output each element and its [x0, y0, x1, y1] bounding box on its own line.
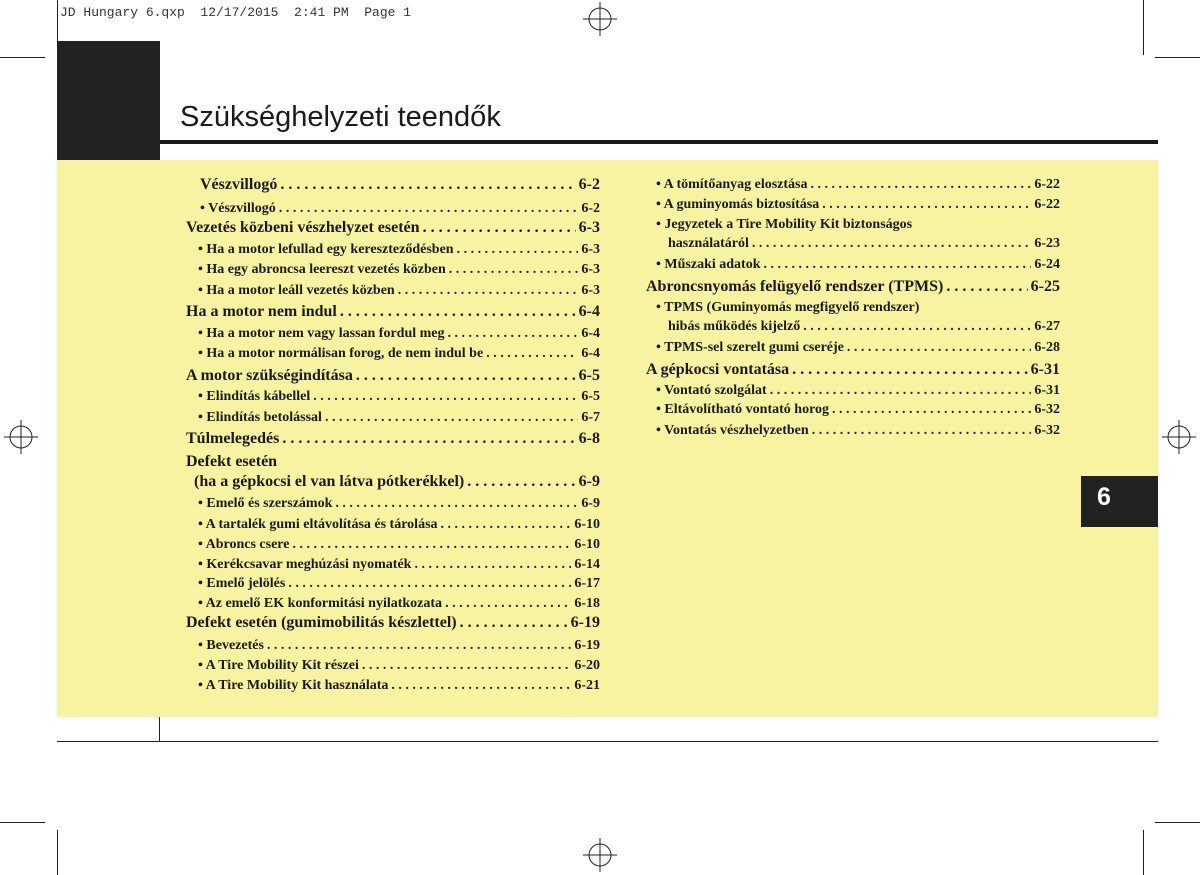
toc-leader-dots: [362, 658, 571, 674]
toc-entry-label: használatáról: [668, 236, 749, 251]
toc-entry-label: • A tömítőanyag elosztása: [656, 177, 808, 192]
toc-leader-dots: [457, 242, 579, 258]
toc-entry-page: 6-32: [1034, 402, 1060, 417]
toc-entry-page: 6-10: [574, 537, 600, 552]
toc-leader-dots: [356, 367, 576, 385]
toc-entry[interactable]: [186, 614, 600, 632]
toc-entry-label: • Az emelő EK konformitási nyilatkozata: [198, 596, 443, 611]
toc-entry[interactable]: [186, 453, 600, 471]
toc-leader-dots: [460, 614, 568, 632]
toc-entry[interactable]: [198, 576, 600, 592]
toc-entry[interactable]: [198, 596, 600, 612]
toc-entry-label: • Ha egy abroncsa leereszt vezetés közben: [198, 262, 446, 277]
toc-entry-page: 6-4: [581, 346, 600, 361]
chapter-tab: [1081, 476, 1158, 527]
print-slug: JD Hungary 6.qxp 12/17/2015 2:41 PM Page 1: [60, 5, 412, 20]
toc-entry-label: Vezetés közbeni vészhelyzet esetén: [186, 219, 420, 236]
toc-leader-dots: [313, 389, 578, 405]
toc-entry-label: • Műszaki adatok: [656, 257, 761, 272]
toc-leader-dots: [280, 176, 575, 194]
toc-entry-page: 6-3: [581, 262, 600, 277]
toc-entry-label: Túlmelegedés: [186, 430, 280, 447]
toc-entry-page: 6-28: [1034, 340, 1060, 355]
toc-entry-label: (ha a gépkocsi el van látva pótkerékkel): [194, 473, 465, 490]
toc-entry-page: 6-24: [1034, 257, 1060, 272]
toc-entry[interactable]: [186, 367, 600, 385]
crop-mark: [1143, 830, 1144, 875]
toc-entry[interactable]: [186, 219, 600, 237]
toc-entry-page: 6-22: [1034, 177, 1060, 192]
toc-entry-page: 6-14: [574, 557, 600, 572]
toc-entry[interactable]: [198, 658, 600, 674]
toc-entry[interactable]: [198, 262, 600, 278]
toc-leader-dots: [752, 236, 1031, 252]
toc-entry-label: • Elindítás kábellel: [198, 389, 311, 404]
toc-entry-page: 6-27: [1034, 319, 1060, 334]
page-title: Szükséghelyzeti teendők: [180, 101, 501, 133]
toc-entry-page: 6-7: [581, 410, 600, 425]
toc-entry[interactable]: [198, 517, 600, 533]
toc-entry-label: • A Tire Mobility Kit részei: [198, 658, 359, 673]
toc-leader-dots: [946, 278, 1027, 296]
toc-entry-label: Abroncsnyomás felügyelő rendszer (TPMS): [646, 278, 944, 295]
toc-leader-dots: [441, 517, 572, 533]
registration-mark-icon: [583, 2, 617, 36]
toc-entry-label: • Ha a motor lefullad egy kereszteződésben: [198, 242, 454, 257]
toc-entry-label: hibás működés kijelző: [668, 319, 801, 334]
toc-entry-page: 6-25: [1030, 278, 1060, 295]
toc-leader-dots: [445, 596, 571, 612]
toc-entry-label: • TPMS (Guminyomás megfigyelő rendszer): [656, 300, 920, 315]
toc-entry[interactable]: [198, 557, 600, 573]
toc-leader-dots: [792, 361, 1028, 379]
toc-entry[interactable]: [646, 361, 1060, 379]
toc-leader-dots: [847, 340, 1031, 356]
toc-entry-page: 6-21: [574, 678, 600, 693]
crop-mark: [0, 57, 45, 58]
toc-entry-page: 6-31: [1030, 361, 1060, 378]
toc-entry-label: • Abroncs csere: [198, 537, 290, 552]
toc-entry-page: 6-19: [570, 614, 600, 631]
toc-entry-page: 6-22: [1034, 197, 1060, 212]
toc-entry[interactable]: [656, 197, 1060, 213]
toc-entry-label: • Vészvillogó: [200, 201, 276, 216]
toc-entry[interactable]: [656, 217, 1060, 233]
toc-entry[interactable]: [198, 389, 600, 405]
toc-entry[interactable]: [198, 678, 600, 694]
toc-entry[interactable]: [198, 410, 600, 426]
toc-entry[interactable]: [194, 473, 600, 491]
toc-entry[interactable]: [656, 300, 1060, 316]
toc-entry-page: 6-5: [581, 389, 600, 404]
toc-entry[interactable]: [198, 496, 600, 512]
toc-leader-dots: [822, 197, 1031, 213]
toc-entry[interactable]: [656, 402, 1060, 418]
toc-entry-page: 6-18: [574, 596, 600, 611]
toc-entry-label: • Eltávolítható vontató horog: [656, 402, 830, 417]
toc-leader-dots: [811, 177, 1032, 193]
toc-entry[interactable]: [200, 201, 600, 217]
toc-entry[interactable]: [656, 340, 1060, 356]
toc-entry-label: Vészvillogó: [200, 176, 278, 193]
toc-leader-dots: [293, 537, 572, 553]
toc-entry-label: • Vontatás vészhelyzetben: [656, 423, 809, 438]
toc-entry[interactable]: [668, 319, 1060, 335]
registration-mark-icon: [4, 420, 38, 454]
toc-entry-label: A gépkocsi vontatása: [646, 361, 790, 378]
toc-leader-dots: [467, 473, 575, 491]
toc-entry[interactable]: [198, 346, 600, 362]
toc-entry[interactable]: [656, 383, 1060, 399]
chapter-number: 6: [1097, 483, 1111, 511]
toc-entry[interactable]: [186, 303, 600, 321]
toc-entry-label: • Bevezetés: [198, 638, 264, 653]
toc-entry-page: 6-3: [581, 283, 600, 298]
crop-mark: [1155, 822, 1200, 823]
toc-leader-dots: [448, 326, 579, 342]
toc-entry-page: 6-4: [581, 326, 600, 341]
crop-mark: [57, 830, 58, 875]
toc-entry-page: 6-31: [1034, 383, 1060, 398]
toc-entry[interactable]: [198, 638, 600, 654]
toc-entry-page: 6-5: [578, 367, 600, 384]
toc-leader-dots: [832, 402, 1031, 418]
crop-mark: [1155, 57, 1200, 58]
toc-entry-label: • Elindítás betolással: [198, 410, 322, 425]
toc-entry-page: 6-2: [581, 201, 600, 216]
toc-leader-dots: [335, 496, 578, 512]
toc-entry-page: 6-9: [581, 496, 600, 511]
toc-entry[interactable]: [198, 326, 600, 342]
toc-entry-page: 6-8: [578, 430, 600, 447]
toc-entry[interactable]: [668, 236, 1060, 252]
toc-leader-dots: [391, 678, 571, 694]
toc-entry[interactable]: [198, 242, 600, 258]
toc-entry-page: 6-19: [574, 638, 600, 653]
toc-entry-label: • Emelő jelölés: [198, 576, 286, 591]
toc-entry[interactable]: [198, 283, 600, 299]
toc-entry[interactable]: [186, 430, 600, 448]
registration-mark-icon: [583, 838, 617, 872]
toc-leader-dots: [486, 346, 578, 362]
header-tab-block: [57, 41, 160, 161]
toc-entry-label: • Ha a motor leáll vezetés közben: [198, 283, 395, 298]
toc-entry-label: • A tartalék gumi eltávolítása és tárolása: [198, 517, 438, 532]
toc-leader-dots: [267, 638, 571, 654]
toc-entry-label: • Emelő és szerszámok: [198, 496, 333, 511]
toc-leader-dots: [282, 430, 575, 448]
toc-entry-page: 6-3: [581, 242, 600, 257]
toc-entry-page: 6-4: [578, 303, 600, 320]
page-margin-line: [159, 717, 160, 742]
crop-mark: [1143, 0, 1144, 55]
title-rule: [160, 140, 1158, 144]
toc-leader-dots: [803, 319, 1031, 335]
toc-entry-page: 6-2: [578, 176, 600, 193]
toc-leader-dots: [770, 383, 1032, 399]
toc-entry-label: • A Tire Mobility Kit használata: [198, 678, 389, 693]
toc-entry[interactable]: [646, 278, 1060, 296]
toc-entry-label: • Jegyzetek a Tire Mobility Kit biztonságos: [656, 217, 913, 232]
toc-entry[interactable]: [656, 423, 1060, 439]
toc-entry[interactable]: [656, 257, 1060, 273]
toc-leader-dots: [325, 410, 578, 426]
toc-entry-page: 6-20: [574, 658, 600, 673]
toc-entry-label: A motor szükségindítása: [186, 367, 353, 384]
toc-entry-page: 6-3: [578, 219, 600, 236]
crop-mark: [0, 822, 45, 823]
footer-rule: [57, 741, 1158, 742]
registration-mark-icon: [1162, 420, 1196, 454]
toc-leader-dots: [812, 423, 1032, 439]
toc-entry-page: 6-9: [578, 473, 600, 490]
toc-leader-dots: [763, 257, 1031, 273]
toc-entry-label: • Ha a motor nem vagy lassan fordul meg: [198, 326, 445, 341]
toc-entry-label: Ha a motor nem indul: [186, 303, 337, 320]
toc-entry-label: • Kerékcsavar meghúzási nyomaték: [198, 557, 412, 572]
toc-entry-label: Defekt esetén: [186, 453, 278, 470]
toc-entry-page: 6-17: [574, 576, 600, 591]
toc-leader-dots: [414, 557, 571, 573]
toc-leader-dots: [279, 201, 579, 217]
toc-entry-page: 6-23: [1034, 236, 1060, 251]
toc-entry-label: • A guminyomás biztosítása: [656, 197, 820, 212]
toc-entry-label: • TPMS-sel szerelt gumi cseréje: [656, 340, 844, 355]
toc-leader-dots: [340, 303, 576, 321]
toc-leader-dots: [449, 262, 579, 278]
toc-entry-page: 6-10: [574, 517, 600, 532]
toc-entry-label: • Vontató szolgálat: [656, 383, 767, 398]
toc-entry[interactable]: [656, 177, 1060, 193]
toc-entry[interactable]: [200, 176, 600, 194]
toc-entry-label: Defekt esetén (gumimobilitás készlettel): [186, 614, 457, 631]
toc-leader-dots: [288, 576, 571, 592]
toc-leader-dots: [423, 219, 576, 237]
toc-entry-label: • Ha a motor normálisan forog, de nem indul be: [198, 346, 484, 361]
toc-leader-dots: [398, 283, 579, 299]
toc-entry-page: 6-32: [1034, 423, 1060, 438]
toc-entry[interactable]: [198, 537, 600, 553]
